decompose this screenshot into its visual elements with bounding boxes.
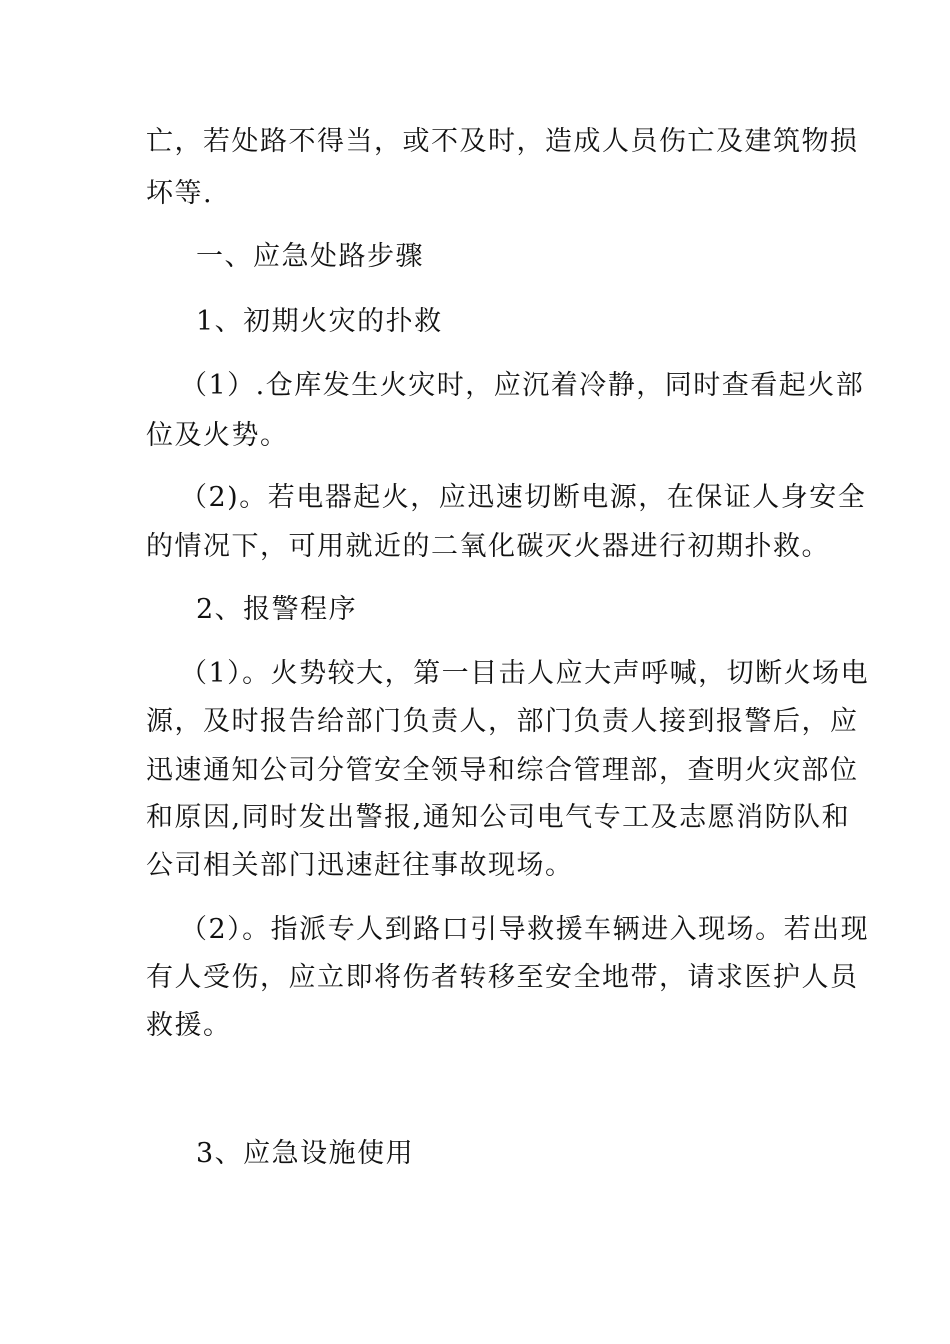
list-item-line: （2)。若电器起火，应迅速切断电源，在保证人身安全 — [180, 482, 867, 513]
list-item-line: 公司相关部门迅速赶往事故现场。 — [146, 850, 574, 881]
list-item-line: （1）。火势较大，第一目击人应大声呼喊，切断火场电 — [180, 658, 870, 689]
list-item-line: （1）.仓库发生火灾时，应沉着冷静，同时查看起火部 — [180, 370, 865, 401]
section-heading: 一、应急处路步骤 — [196, 241, 424, 272]
list-item-line: 源，及时报告给部门负责人，部门负责人接到报警后，应 — [146, 706, 859, 737]
list-item-line: 的情况下，可用就近的二氧化碳灭火器进行初期扑救。 — [146, 531, 830, 562]
list-item-line: 有人受伤，应立即将伤者转移至安全地带，请求医护人员 — [146, 962, 859, 993]
paragraph-continuation-line: 亡，若处路不得当，或不及时，造成人员伤亡及建筑物损 — [146, 126, 859, 157]
subsection-heading: 3、应急设施使用 — [196, 1138, 415, 1169]
subsection-heading: 1、初期火灾的扑救 — [196, 306, 443, 337]
list-item-line: 救援。 — [146, 1010, 232, 1041]
list-item-line: （2）。指派专人到路口引导救援车辆进入现场。若出现 — [180, 914, 870, 945]
subsection-heading: 2、报警程序 — [196, 594, 358, 625]
list-item-line: 位及火势。 — [146, 420, 289, 451]
paragraph-continuation-line: 坏等. — [146, 178, 214, 209]
list-item-line: 迅速通知公司分管安全领导和综合管理部，查明火灾部位 — [146, 755, 859, 786]
list-item-line: 和原因,同时发出警报,通知公司电气专工及志愿消防队和 — [146, 802, 851, 833]
